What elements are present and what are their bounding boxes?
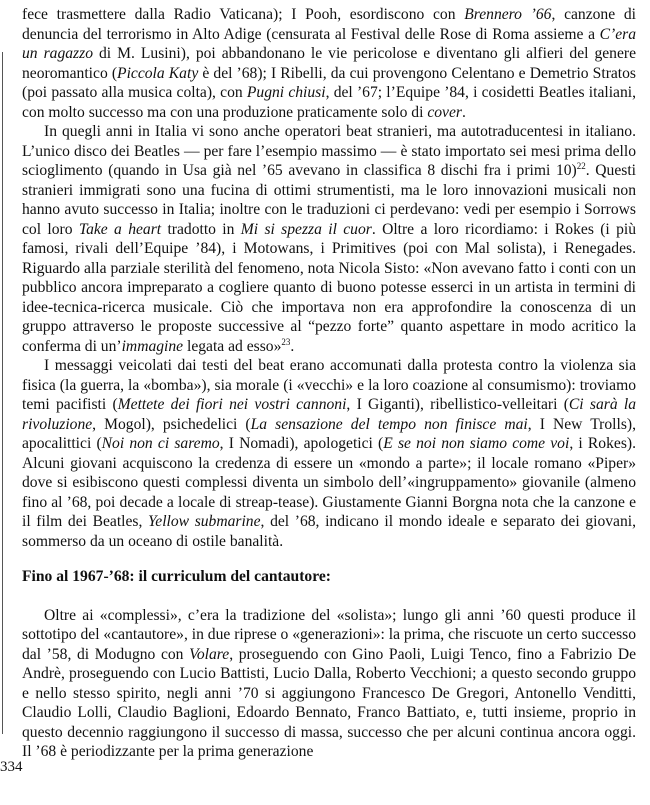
text-run: , I Nomadi), apologetici ( [219, 435, 384, 452]
italic-title: Mi si spezza il cuor [240, 220, 372, 238]
italic-title: C’era un ragazzo [22, 25, 636, 62]
italic-title: La sensazione del tempo non finisce mai [250, 415, 528, 433]
italic-title: Brennero ’66 [464, 6, 552, 23]
text-run: I messaggi veicolati dai testi del beat erano accomunati dalla protesta contro la violenza sia fisica (la guerra, la «bomba»), sia morale (i «vecchi» e la loro coazione al consumismo): troviamo temi pacifisti ( [22, 357, 636, 413]
italic-title: Yellow submarine [148, 513, 261, 530]
page-body [22, 0, 636, 762]
paragraph-4 [22, 606, 636, 762]
text-run: , canzone di denuncia del terrorismo in Alto Adige (censurata al Festival delle Rose di Roma assieme a [22, 6, 636, 43]
text-run: , proseguendo con Gino Paoli, Luigi Tenco, fino a Fabrizio De Andrè, proseguendo con Lucio Battisti, Lucio Dalla, Roberto Vecchioni; a questo secondo gruppo e nello stesso spirito, negli anni ’70 si aggiungono Francesco De Gregori, Antonello Venditti, Claudio Lolli, Claudio Baglioni, Edoardo Bennato, Franco Battiato, e, tutti insieme, proprio in questo decennio raggiungono il successo di massa, successo che per alcuni continua ancora oggi. Il ’68 è periodizzante per la prima generazione [22, 645, 636, 760]
page-number: 334 [0, 759, 23, 775]
text-run: . [290, 337, 295, 355]
text-run: , del ’68, indicano il mondo ideale e separato dei giovani, sommerso da un oceano di ostile banalità. [22, 513, 636, 550]
footnote-ref: 22 [576, 160, 586, 171]
text-run: tradotto in [161, 220, 241, 238]
italic-title: E se noi non siamo come voi [383, 435, 570, 452]
text-run: è del ’68); I Ribelli, da cui provengono Celentano e Demetrio Stratos (poi passato alla musica colta), con [22, 64, 637, 101]
text-run: legata ad esso» [183, 337, 282, 355]
text-run: . Questi stranieri immigrati sono una fucina di ottimi strumentisti, ma le loro innovazioni musicali non hanno avuto successo in Italia; inoltre con le traduzioni ci perdevano: vedi per esempio i Sorrows col loro [22, 162, 636, 238]
footnote-ref: 23 [281, 336, 291, 347]
italic-title: Piccola Katy [117, 64, 199, 82]
italic-title: Take a heart [78, 220, 162, 238]
text-run: fece trasmettere dalla Radio Vaticana); I Pooh, esordiscono con [22, 6, 465, 23]
italic-title: Noi non ci saremo [101, 435, 220, 452]
paragraph-1 [22, 5, 636, 122]
italic-title: Volare [189, 645, 230, 663]
text-run: di M. Lusini), poi abbandonano le vie pericolose e diventano gli alfieri del genere neoromantico ( [22, 45, 636, 82]
italic-title: immagine [121, 337, 184, 355]
text-run: . [461, 103, 466, 121]
italic-title: Mettete dei fiori nei vostri cannoni [117, 396, 347, 413]
italic-title: Ci sarà la rivoluzione [22, 396, 637, 433]
text-run: , del ’67; l’Equipe ’84, i cosidetti Beatles italiani, con molto successo ma con una produzione praticamente solo di [22, 84, 636, 121]
text-run: , i Rokes). Alcuni giovani acquiscono la credenza di essere un «mondo a parte»; il locale romano «Piper» dove si esibiscono questi complessi diventa un simbolo dell’«ingruppamento» giovanile (almeno fino al ’68, poi decade a locale di streap-tease). Giustamente Gianni Borgna nota che la canzone e il film dei Beatles, [22, 435, 636, 530]
text-run: , Mogol), psichedelici ( [92, 415, 251, 433]
paragraph-3 [22, 356, 636, 551]
text-run: Oltre ai «complessi», c’era la tradizione del «solista»; lungo gli anni ’60 questi produce il sottotipo del «cantautore», in due riprese o «generazioni»: la prima, che riscuote un certo successo dal ’58, di Modugno con [22, 606, 637, 663]
text-run: , I New Trolls), apocalittici ( [22, 415, 636, 452]
italic-title: cover [427, 103, 462, 121]
margin-rule [2, 52, 3, 734]
section-heading: Fino al 1967-’68: il curriculum del cantautore: [22, 568, 331, 585]
text-run: , I Giganti), ribellistico-velleitari ( [346, 396, 569, 413]
text-run: In quegli anni in Italia vi sono anche operatori beat stranieri, ma autotraducentesi in italiano. L’unico disco dei Beatles — per fare l’esempio massimo — è stato importato sei mesi prima dello scioglimento (quando in Usa già nel ’65 avevano in classifica 8 dischi fra i primi 10) [22, 123, 636, 179]
text-run: . Oltre a loro ricordiamo: i Rokes (i più famosi, rivali dell’Equipe ’84), i Motowans, i Primitives (poi con Mal solista), i Renegades. Riguardo alla parziale sterilità del fenomeno, nota Nicola Sisto: «Non avevano fatto i conti con un pubblico ancora impreparato a cogliere quanto di buono potesse esserci in un artista in termini di idee-tecnica-ricerca musicale. Ciò che importava non era approfondire la conoscenza di un gruppo attraverso le proposte successive al “pezzo forte” quanto aspettare in modo acritico la conferma di un’ [22, 220, 637, 355]
italic-title: Pugni chiusi [246, 84, 326, 101]
paragraph-2 [22, 122, 636, 356]
